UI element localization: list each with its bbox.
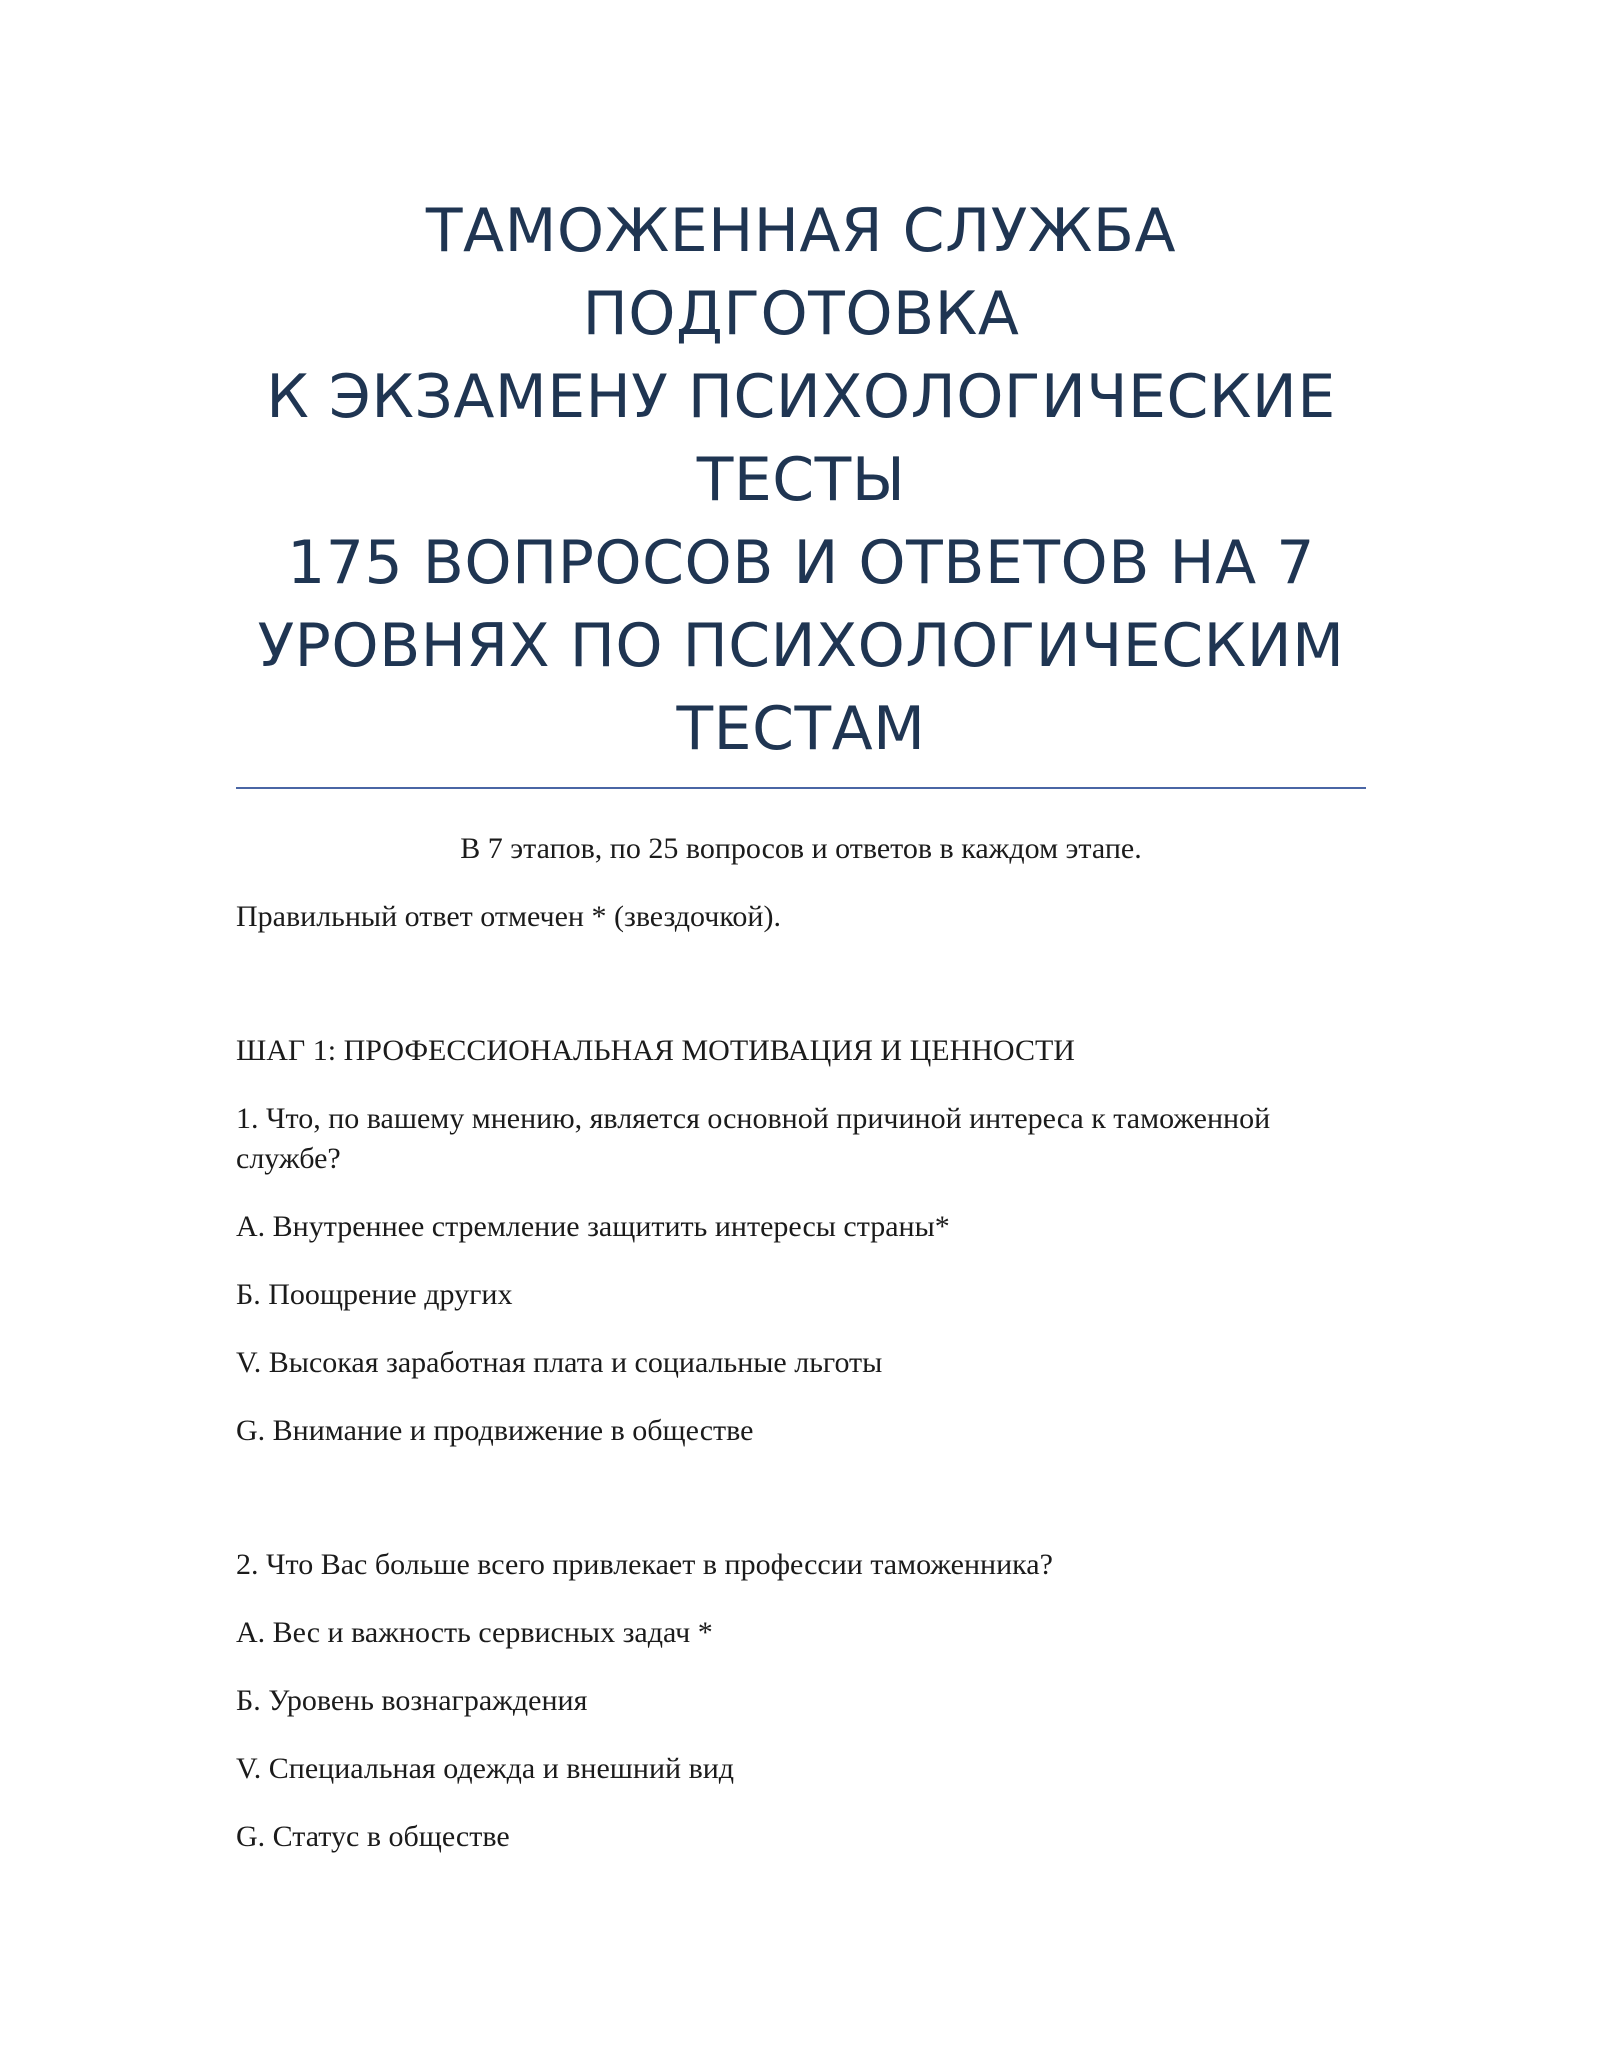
question-1-option-b: Б. Поощрение других: [236, 1278, 513, 1311]
question-2-option-a: A. Вес и важность сервисных задач *: [236, 1616, 713, 1649]
question-2-option-g: G. Статус в обществе: [236, 1820, 510, 1853]
intro-text: В 7 этапов, по 25 вопросов и ответов в каждом этапе.: [460, 832, 1142, 865]
document-body: [236, 829, 1366, 1857]
question-1-option-v: V. Высокая заработная плата и социальные льготы: [236, 1346, 883, 1379]
title-line: УРОВНЯХ ПО ПСИХОЛОГИЧЕСКИМ: [257, 611, 1345, 681]
document-page: [236, 190, 1366, 1857]
title-line: К ЭКЗАМЕНУ ПСИХОЛОГИЧЕСКИЕ: [266, 362, 1336, 432]
step-heading: ШАГ 1: ПРОФЕССИОНАЛЬНАЯ МОТИВАЦИЯ И ЦЕННОСТИ: [236, 1034, 1075, 1067]
title-divider: [236, 787, 1366, 789]
question-2-option-b: Б. Уровень вознаграждения: [236, 1684, 588, 1717]
title-line: ТЕСТЫ: [696, 445, 906, 515]
title-line: ТЕСТАМ: [676, 694, 926, 764]
title-line: 175 ВОПРОСОВ И ОТВЕТОВ НА 7: [287, 528, 1315, 598]
question-2-option-v: V. Специальная одежда и внешний вид: [236, 1752, 735, 1785]
question-2-text: 2. Что Вас больше всего привлекает в профессии таможенника?: [236, 1548, 1053, 1581]
question-1-option-a: A. Внутреннее стремление защитить интересы страны*: [236, 1210, 950, 1243]
question-1-text: 1. Что, по вашему мнению, является основной причиной интереса к таможенной службе?: [236, 1102, 1271, 1175]
document-title: [236, 190, 1366, 771]
answer-note: Правильный ответ отмечен * (звездочкой).: [236, 900, 781, 933]
question-1-option-g: G. Внимание и продвижение в обществе: [236, 1414, 754, 1447]
title-line: ТАМОЖЕННАЯ СЛУЖБА ПОДГОТОВКА: [425, 196, 1177, 349]
